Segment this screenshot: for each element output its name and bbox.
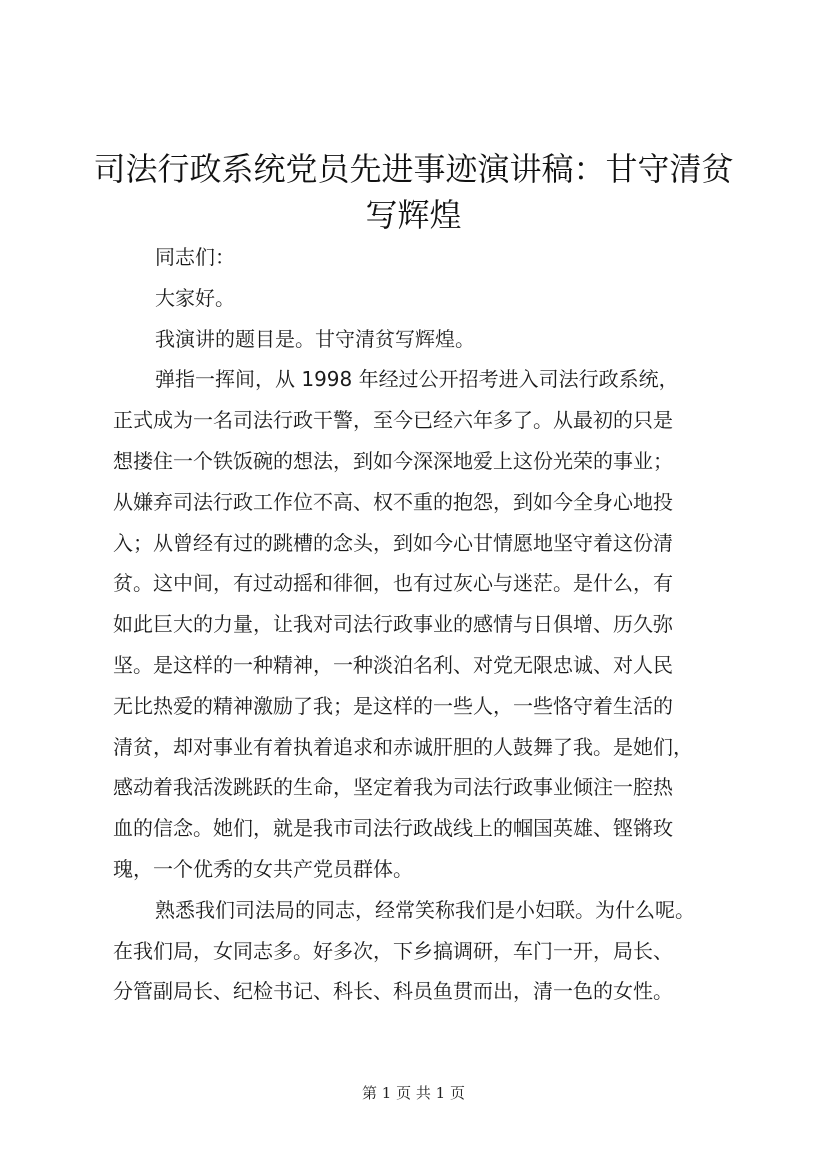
paragraph-1-line: 坚。是这样的一种精神，一种淡泊名利、对党无限忠诚、对人民 (113, 652, 673, 677)
page-footer: 第 1 页 共 1 页 (362, 1084, 465, 1102)
paragraph-1-line: 正式成为一名司法行政干警，至今已经六年多了。从最初的只是 (113, 408, 673, 433)
paragraph-2 (113, 890, 719, 1012)
paragraph-1-line: 入；从曾经有过的跳槽的念头，到如今心甘情愿地坚守着这份清 (113, 530, 673, 555)
paragraph-1-line: 弹指一挥间，从 1998 年经过公开招考进入司法行政系统， (155, 367, 679, 392)
document-body (113, 237, 719, 1012)
hello-paragraph: 大家好。 (155, 285, 235, 310)
paragraph-1-line: 清贫，却对事业有着执着追求和赤诚肝胆的人鼓舞了我。是她们， (113, 734, 693, 759)
document-title (92, 146, 735, 238)
paragraph-2-line: 分管副局长、纪检书记、科长、科员鱼贯而出，清一色的女性。 (113, 979, 673, 1004)
paragraph-1-line: 感动着我活泼跳跃的生命，坚定着我为司法行政事业倾注一腔热 (113, 775, 673, 800)
paragraph-1-line: 想搂住一个铁饭碗的想法，到如今深深地爱上这份光荣的事业； (113, 448, 673, 473)
topic-paragraph: 我演讲的题目是。甘守清贫写辉煌。 (155, 326, 475, 351)
paragraph-1-line: 血的信念。她们，就是我市司法行政战线上的帼国英雄、铿锵玫 (113, 816, 673, 841)
paragraph-1-line: 贫。这中间，有过动摇和徘徊，也有过灰心与迷茫。是什么，有 (113, 571, 673, 596)
paragraph-1-line: 从嫌弃司法行政工作位不高、权不重的抱怨，到如今全身心地投 (113, 489, 673, 514)
paragraph-1 (113, 359, 719, 889)
paragraph-1-line: 如此巨大的力量，让我对司法行政事业的感情与日俱增、历久弥 (113, 612, 673, 637)
title-line-2: 写辉煌 (365, 196, 462, 234)
paragraph-2-line: 熟悉我们司法局的同志，经常笑称我们是小妇联。为什么呢。 (155, 897, 695, 922)
paragraph-2-line: 在我们局，女同志多。好多次，下乡搞调研，车门一开，局长、 (113, 938, 673, 963)
title-line-1: 司法行政系统党员先进事迹演讲稿：甘守清贫 (93, 150, 734, 188)
greeting-paragraph: 同志们： (155, 245, 235, 269)
paragraph-1-line: 无比热爱的精神激励了我；是这样的一些人，一些恪守着生活的 (113, 693, 673, 718)
paragraph-1-line: 瑰，一个优秀的女共产党员群体。 (113, 856, 413, 881)
